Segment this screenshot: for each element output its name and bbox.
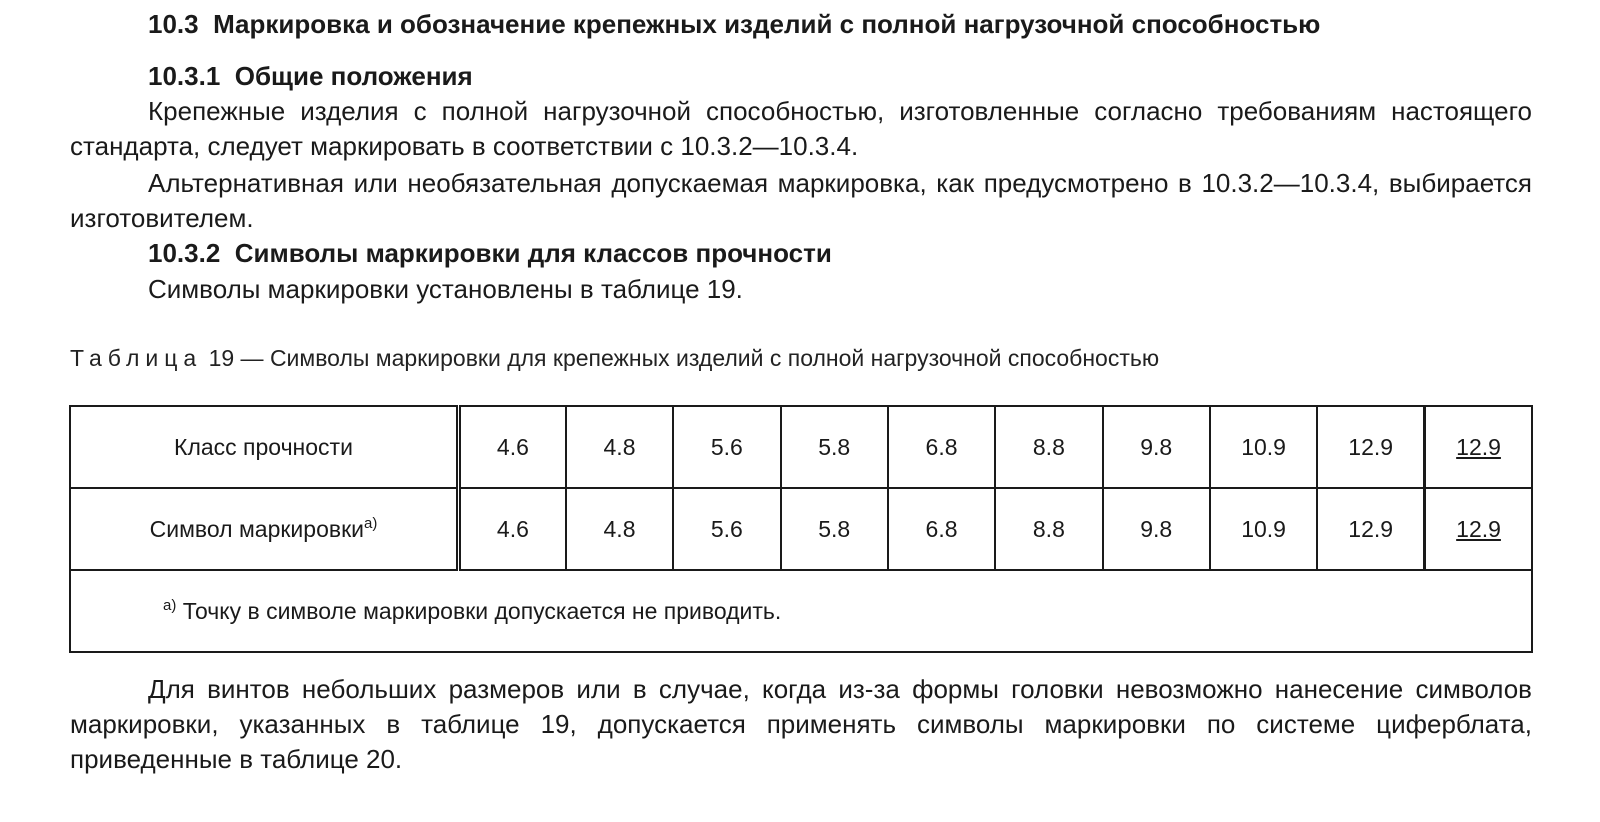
marking-symbol-cell: 4.6 <box>459 488 566 570</box>
underlined-value: 12.9 <box>1456 515 1501 542</box>
section-title: Маркировка и обозначение крепежных изделий с полной нагрузочной способностью <box>213 9 1321 39</box>
marking-symbol-cell: 12.9 <box>1317 488 1424 570</box>
footnote-text: Точку в символе маркировки допускается не приводить. <box>182 597 782 624</box>
section-heading <box>148 8 1320 40</box>
subsection-heading-general <box>148 60 473 92</box>
strength-class-cell: 6.8 <box>888 406 995 488</box>
closing-paragraph: Для винтов небольших размеров или в случае, когда из-за формы головки невозможно нанесение символов маркировки, указанных в таблице 19, допускается применять символы маркировки по системе циферблата, приведенные в таблице 20. <box>70 674 1532 774</box>
strength-class-cell: 5.6 <box>673 406 780 488</box>
table-caption-prefix: Таблица <box>70 345 203 371</box>
strength-class-cell: 5.8 <box>781 406 888 488</box>
table-caption <box>70 343 1159 373</box>
strength-class-cell: 8.8 <box>995 406 1102 488</box>
paragraph-general-1: Крепежные изделия с полной нагрузочной способностью, изготовленные согласно требованиям настоящего стандарта, следует маркировать в соответствии с 10.3.2—10.3.4. <box>70 96 1532 161</box>
marking-symbol-cell: 5.6 <box>673 488 780 570</box>
marking-symbol-cell: 9.8 <box>1103 488 1210 570</box>
footnote-reference: a) <box>364 514 378 532</box>
marking-symbol-cell: 4.8 <box>566 488 673 570</box>
marking-symbol-cell: 10.9 <box>1210 488 1317 570</box>
strength-class-cell-underlined <box>1425 406 1532 488</box>
row-label-text: Символ маркировки <box>149 515 364 542</box>
strength-class-cell: 4.6 <box>459 406 566 488</box>
strength-class-cell: 9.8 <box>1103 406 1210 488</box>
subsection-heading-symbols <box>148 237 832 269</box>
subsection-title: Общие положения <box>234 61 473 91</box>
marking-symbol-cell: 5.8 <box>781 488 888 570</box>
table-row-marking-symbol <box>70 488 1532 570</box>
footnote-mark: a) <box>163 596 177 614</box>
subsection-number: 10.3.2 <box>148 238 221 268</box>
strength-class-cell: 10.9 <box>1210 406 1317 488</box>
marking-symbol-cell: 6.8 <box>888 488 995 570</box>
table-footnote <box>70 570 1532 652</box>
row-label-marking-symbol <box>70 488 459 570</box>
table-row-strength-class <box>70 406 1532 488</box>
table-row-footnote <box>70 570 1532 652</box>
section-number: 10.3 <box>148 9 199 39</box>
subsection-title: Символы маркировки для классов прочности <box>234 238 832 268</box>
marking-symbol-cell: 8.8 <box>995 488 1102 570</box>
underlined-value: 12.9 <box>1456 433 1501 460</box>
paragraph-symbols: Символы маркировки установлены в таблице 19. <box>148 274 743 304</box>
subsection-number: 10.3.1 <box>148 61 221 91</box>
marking-table <box>69 405 1533 653</box>
strength-class-cell: 4.8 <box>566 406 673 488</box>
strength-class-cell: 12.9 <box>1317 406 1424 488</box>
paragraph-general-2: Альтернативная или необязательная допускаемая маркировка, как предусмотрено в 10.3.2—10.3.4, выбирается изготовителем. <box>70 168 1532 233</box>
marking-symbol-cell-underlined <box>1425 488 1532 570</box>
table-caption-text: 19 — Символы маркировки для крепежных изделий с полной нагрузочной способностью <box>208 345 1160 371</box>
row-label-strength-class: Класс прочности <box>70 406 459 488</box>
